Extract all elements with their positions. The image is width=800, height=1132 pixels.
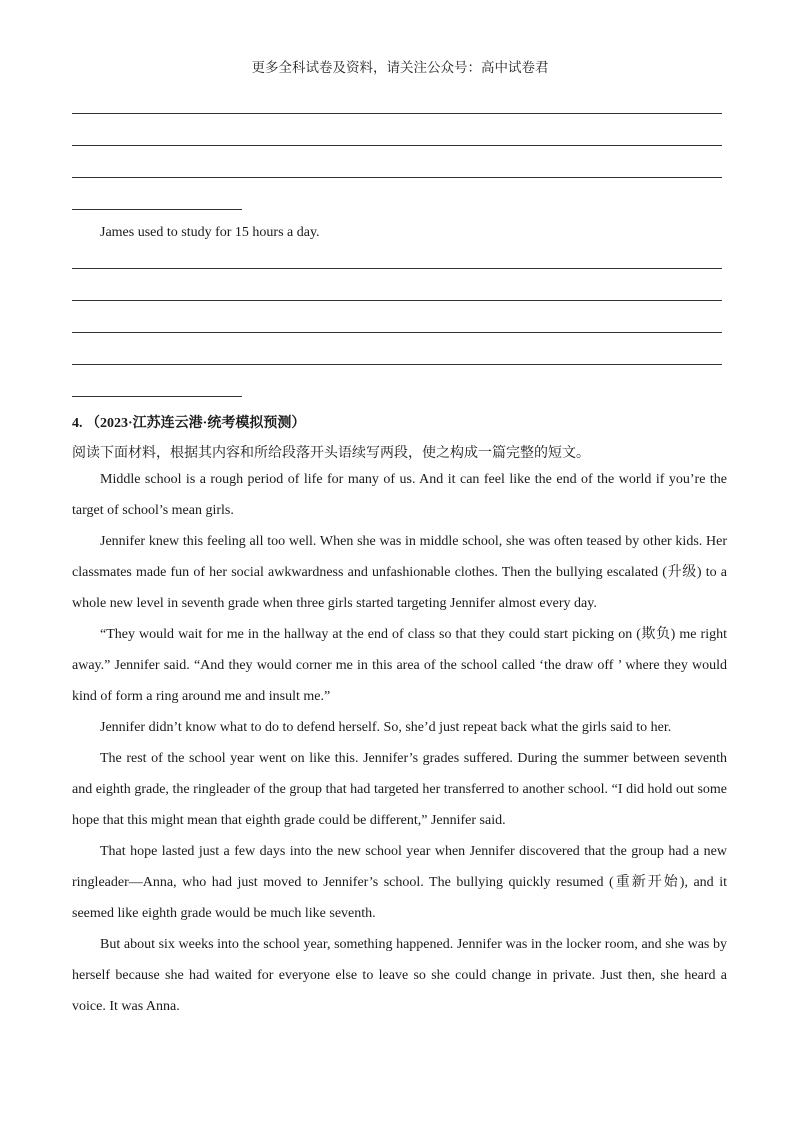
answer-line-short <box>72 209 242 210</box>
passage-paragraph: Jennifer knew this feeling all too well. When she was in middle school, she was often teased by other kids. Her classmates made fun of her social awkwardness and unfashionable clothes. Then the bullying escalated (升级) to a whole new level in seventh grade when three girls started targeting Jennifer almost every day. <box>72 534 727 611</box>
page-header: 更多全科试卷及资料，请关注公众号：高中试卷君 <box>251 60 549 75</box>
continuation-prompt: James used to study for 15 hours a day. <box>100 225 320 240</box>
question-instruction: 阅读下面材料，根据其内容和所给段落开头语续写两段，使之构成一篇完整的短文。 <box>72 446 590 461</box>
answer-line <box>72 332 722 333</box>
answer-line-short <box>72 396 242 397</box>
answer-line <box>72 300 722 301</box>
passage-paragraph: Jennifer didn’t know what to do to defend herself. So, she’d just repeat back what the girls said to her. <box>100 720 672 735</box>
answer-line <box>72 268 722 269</box>
answer-line <box>72 177 722 178</box>
passage-paragraph: That hope lasted just a few days into the new school year when Jennifer discovered that the group had a new ringleader—Anna, who had just moved to Jennifer’s school. The bullying quickly resumed (重新开始), and it seemed like eighth grade would be much like seventh. <box>72 844 727 921</box>
passage-paragraph: Middle school is a rough period of life for many of us. And it can feel like the end of the world if you’re the target of school’s mean girls. <box>72 472 727 518</box>
answer-line <box>72 364 722 365</box>
question-title: 4. （2023·江苏连云港·统考模拟预测） <box>72 416 306 431</box>
passage-paragraph: “They would wait for me in the hallway at the end of class so that they could start picking on (欺负) me right away.” Jennifer said. “And they would corner me in this area of the school called ‘the draw off ’ where they would kind of form a ring around me and insult me.” <box>72 627 727 704</box>
answer-line <box>72 145 722 146</box>
passage-paragraph: The rest of the school year went on like this. Jennifer’s grades suffered. During the summer between seventh and eighth grade, the ringleader of the group that had targeted her transferred to another school. “I did hold out some hope that this might mean that eighth grade could be different,” Jennifer said. <box>72 751 727 828</box>
passage-paragraph: But about six weeks into the school year, something happened. Jennifer was in the locker room, and she was by herself because she had waited for everyone else to leave so she could change in private. Just then, she heard a voice. It was Anna. <box>72 937 727 1014</box>
answer-line <box>72 113 722 114</box>
reading-passage <box>72 464 727 1022</box>
